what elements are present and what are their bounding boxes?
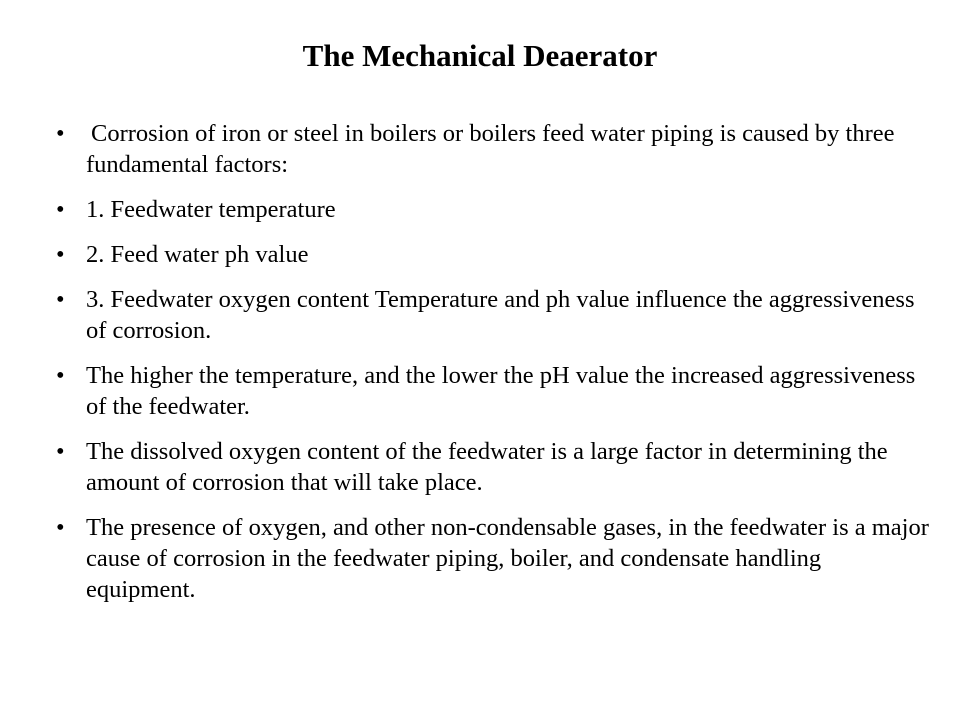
bullet-item bbox=[52, 512, 932, 605]
bullet-text: Corrosion of iron or steel in boilers or boilers feed water piping is caused by three fundamental factors: bbox=[86, 120, 895, 178]
bullet-item bbox=[52, 118, 932, 180]
bullet-item bbox=[52, 284, 932, 346]
bullet-icon: • bbox=[56, 514, 65, 541]
slide-title: The Mechanical Deaerator bbox=[302, 38, 658, 73]
bullet-text: 3. Feedwater oxygen content Temperature and ph value influence the aggressiveness of corrosion. bbox=[86, 286, 915, 344]
bullet-item bbox=[52, 436, 932, 498]
bullet-icon: • bbox=[56, 362, 65, 389]
bullet-icon: • bbox=[56, 241, 65, 268]
bullet-text: The higher the temperature, and the lower the pH value the increased aggressiveness of the feedwater. bbox=[86, 362, 916, 420]
bullet-icon: • bbox=[56, 286, 65, 313]
bullet-item bbox=[52, 360, 932, 422]
bullet-text: The dissolved oxygen content of the feedwater is a large factor in determining the amount of corrosion that will take place. bbox=[86, 438, 888, 496]
bullet-icon: • bbox=[56, 438, 65, 465]
bullet-list bbox=[52, 118, 932, 619]
bullet-icon: • bbox=[56, 196, 65, 223]
bullet-text: 2. Feed water ph value bbox=[86, 241, 309, 268]
bullet-item bbox=[52, 239, 932, 270]
bullet-icon: • bbox=[56, 120, 65, 147]
bullet-text: The presence of oxygen, and other non-condensable gases, in the feedwater is a major cause of corrosion in the feedwater piping, boiler, and condensate handling equipment. bbox=[86, 514, 929, 603]
bullet-item bbox=[52, 194, 932, 225]
bullet-text: 1. Feedwater temperature bbox=[86, 196, 336, 223]
